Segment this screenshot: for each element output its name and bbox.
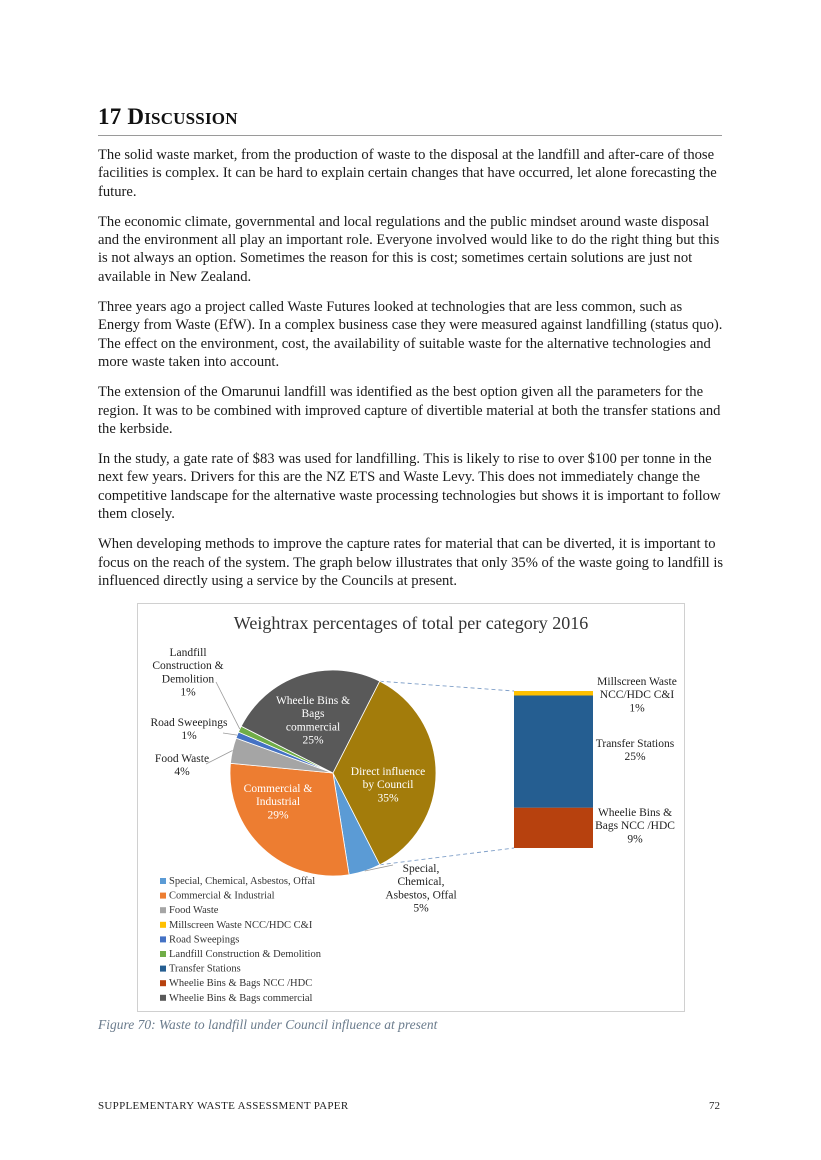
legend-swatch-special-chemical-asbestos-offal [160, 878, 166, 884]
paragraph: Three years ago a project called Waste Futures looked at technologies that are less common, such as Energy from Waste (EfW). In a complex business case they were measured against landfilling (status quo). The effect on the environment, cost, the availability of suitable waste for the alternative technologies and more waste taken into account. [98, 299, 723, 370]
paragraph: In the study, a gate rate of $83 was used for landfilling. This is likely to rise to over $100 per tonne in the next few years. Drivers for this are the NZ ETS and Waste Levy. This does not immediately change the competitive landscape for the alternative waste processing technologies but shows it is important to follow them closely. [98, 451, 721, 523]
legend-label-food-waste: Food Waste [169, 905, 219, 917]
paragraph: The extension of the Omarunui landfill was identified as the best option given all the parameters for the region. It was to be combined with improved capture of divertible material at both the transfer stations and the kerbside. [98, 384, 721, 437]
chart-canvas [138, 604, 684, 1011]
pie-slice-commercial-industrial [230, 763, 349, 876]
legend-label-commercial-industrial: Commercial & Industrial [169, 890, 275, 902]
chart-title: Weightrax percentages of total per category 2016 [233, 613, 589, 633]
legend-label-wheelie-bins-bags-commercial: Wheelie Bins & Bags commercial [169, 992, 313, 1004]
legend-label-landfill-construction-demolition: Landfill Construction & Demolition [169, 949, 321, 960]
data-label-millscreen-waste-ncc-hdc-c-i: Millscreen Waste NCC/HDC C&I 1% [597, 676, 677, 715]
leader-line-food-waste [206, 751, 233, 765]
legend-label-millscreen-waste-ncc-hdc-c-i: Millscreen Waste NCC/HDC C&I [169, 919, 313, 931]
breakdown-bar [514, 691, 593, 848]
legend-swatch-millscreen-waste-ncc-hdc-c-i [160, 922, 166, 928]
data-label-commercial-industrial: Commercial & Industrial 29% [243, 783, 313, 822]
figure-caption: Figure 70: Waste to landfill under Council influence at present [98, 1017, 438, 1032]
section-number: 17 [98, 104, 122, 129]
data-label-landfill-construction-demolition: Landfill Construction & Demolition 1% [152, 647, 224, 699]
legend-swatch-wheelie-bins-bags-ncc-hdc [160, 980, 166, 986]
section-title-initial: D [127, 104, 145, 129]
section-title-rest: ISCUSSION [144, 109, 238, 128]
data-label-special-chemical-asbestos-offal: Special, Chemical, Asbestos, Offal 5% [385, 863, 457, 915]
data-label-direct-influence-by-council: Direct influence by Council 35% [350, 766, 426, 805]
data-label-wheelie-bins-bags-ncc-hdc: Wheelie Bins & Bags NCC /HDC 9% [595, 807, 675, 846]
data-label-wheelie-bins-bags-commercial: Wheelie Bins & Bags commercial 25% [275, 695, 351, 747]
legend-label-transfer-stations: Transfer Stations [169, 963, 241, 975]
legend-swatch-commercial-industrial [160, 893, 166, 899]
paragraph: The solid waste market, from the production of waste to the disposal at the landfill and after-care of those facilities is complex. It can be hard to explain certain changes that have occurred, let alone forecasting the future. [98, 147, 717, 200]
footer-document-title: SUPPLEMENTARY WASTE ASSESSMENT PAPER [98, 1100, 349, 1112]
legend-label-wheelie-bins-bags-ncc-hdc: Wheelie Bins & Bags NCC /HDC [169, 978, 313, 990]
legend-label-special-chemical-asbestos-offal: Special, Chemical, Asbestos, Offal [169, 876, 316, 887]
leader-line-road-sweepings [223, 733, 237, 735]
bar-segment-wheelie-bins-bags-ncc-hdc [514, 808, 593, 848]
paragraph: The economic climate, governmental and local regulations and the public mindset around waste disposal and the environment all play an important role. Everyone involved would like to do the right thing but this is not always an option. Sometimes the reason for this is cost; sometimes certain solutions are just not available in New Zealand. [98, 213, 720, 285]
legend-swatch-wheelie-bins-bags-commercial [160, 995, 166, 1001]
connector-line-top [380, 681, 514, 691]
legend-swatch-food-waste [160, 907, 166, 913]
data-label-road-sweepings: Road Sweepings 1% [150, 717, 228, 743]
legend-label-road-sweepings: Road Sweepings [169, 934, 240, 946]
page-number: 72 [709, 1100, 720, 1112]
legend-swatch-road-sweepings [160, 936, 166, 942]
paragraph: When developing methods to improve the capture rates for material that can be diverted, it is important to focus on the reach of the system. The graph below illustrates that only 35% of the waste going to landfill is influenced directly using a service by the Councils at present. [98, 536, 724, 589]
data-label-food-waste: Food Waste 4% [154, 753, 210, 779]
legend-swatch-transfer-stations [160, 966, 166, 972]
section-heading [98, 104, 722, 136]
bar-segment-transfer-stations [514, 695, 593, 807]
chart-legend [160, 876, 322, 1004]
data-label-transfer-stations: Transfer Stations 25% [595, 738, 675, 764]
bar-segment-millscreen-waste-ncc-hdc-c-i [514, 691, 593, 695]
legend-swatch-landfill-construction-demolition [160, 951, 166, 957]
pie-of-bar-chart [137, 603, 685, 1012]
body-text [98, 146, 724, 602]
